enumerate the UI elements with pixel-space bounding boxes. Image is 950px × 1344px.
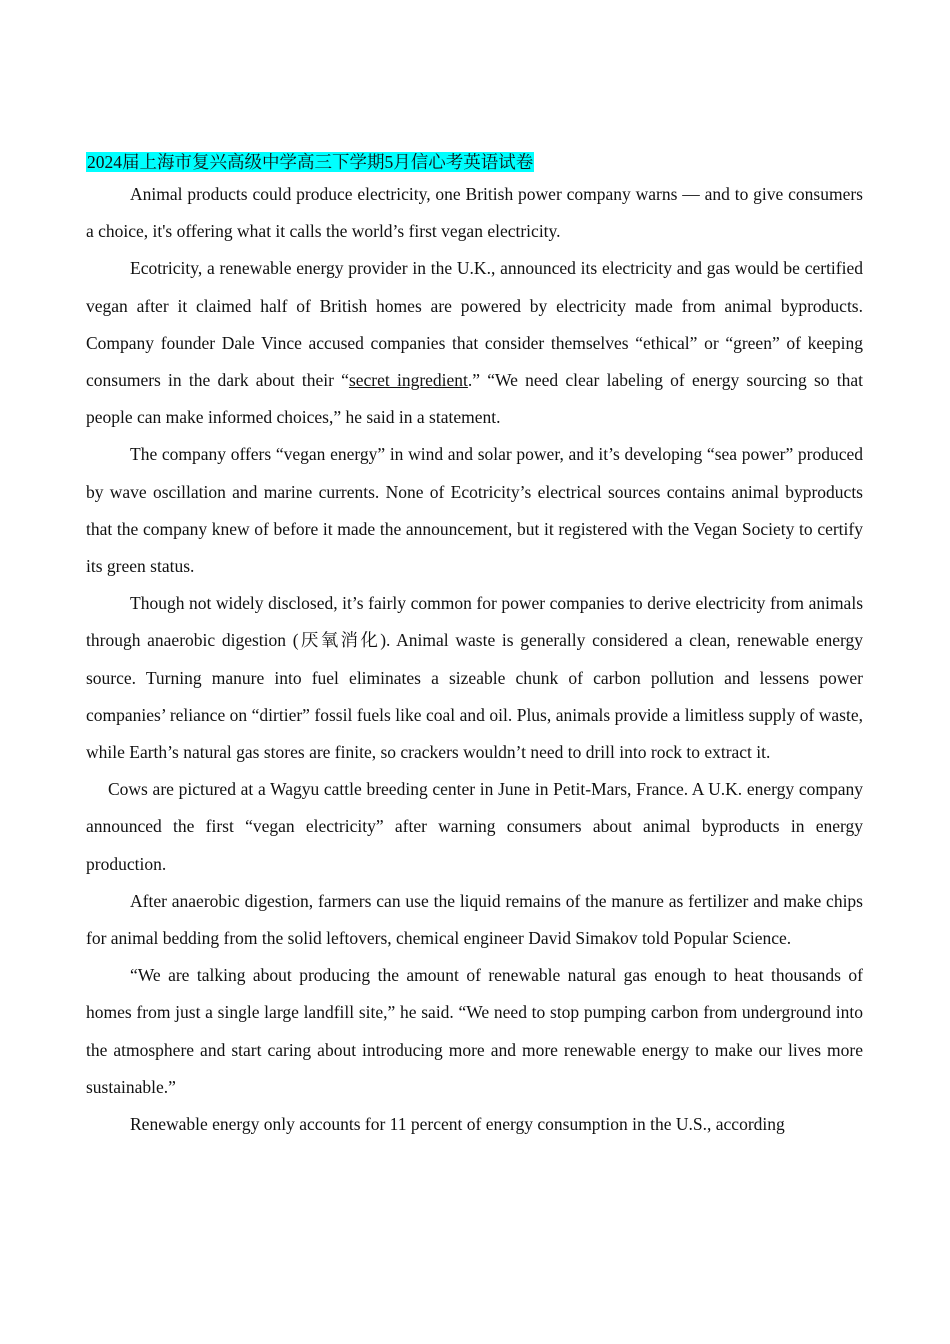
paragraph-5: After anaerobic digestion, farmers can use the liquid remains of the manure as fertilizer and make chips for animal bedding from the solid leftovers, chemical engineer David Simakov told Popular Science. xyxy=(86,890,863,949)
document-page xyxy=(86,148,863,1143)
paragraph-6: “We are talking about producing the amount of renewable natural gas enough to heat thousands of homes from just a single large landfill site,” he said. “We need to stop pumping carbon from underground into the atmosphere and start caring about introducing more and more renewable energy to make our lives more sustainable.” xyxy=(86,965,863,1097)
paragraph-2 xyxy=(86,250,863,436)
paragraph-1: Animal products could produce electricity, one British power company warns — and to give consumers a choice, it's offering what it calls the world’s first vegan electricity. xyxy=(86,184,863,242)
paragraph-2-text-before: Ecotricity, a renewable energy provider in the U.K., announced its electricity and gas would be certified vegan after it claimed half of British homes are powered by electricity made from animal byproducts. Company founder Dale Vince accused companies that consider themselves “ethical” or “green” of keeping consumers in the dark about their “ xyxy=(86,258,863,391)
paragraph-3: The company offers “vegan energy” in wind and solar power, and it’s developing “sea power” produced by wave oscillation and marine currents. None of Ecotricity’s electrical sources contains animal byproducts that the company knew of before it made the announcement, but it registered with the Vegan Society to certify its green status. xyxy=(86,444,863,577)
paragraph-2-text-after: .” “We need clear labeling of energy sourcing so that people can make informed choices,” he said in a statement. xyxy=(86,370,863,428)
paragraph-4: Though not widely disclosed, it’s fairly common for power companies to derive electricity from animals through anaerobic digestion (厌氧消化). Animal waste is generally considered a clean, renewable energy source. Turning manure into fuel eliminates a sizeable chunk of carbon pollution and lessens power companies’ reliance on “dirtier” fossil fuels like coal and oil. Plus, animals provide a limitless supply of waste, while Earth’s natural gas stores are finite, so crackers wouldn’t need to drill into rock to extract it. xyxy=(86,593,863,763)
exam-title: 2024届上海市复兴高级中学高三下学期5月信心考英语试卷 xyxy=(87,152,534,172)
paragraph-7: Renewable energy only accounts for 11 percent of energy consumption in the U.S., according xyxy=(130,1114,785,1135)
photo-caption: Cows are pictured at a Wagyu cattle breeding center in June in Petit-Mars, France. A U.K. energy company announced the first “vegan electricity” after warning consumers about animal byproducts in energy production. xyxy=(86,779,863,874)
title-line xyxy=(86,148,863,176)
underlined-phrase: secret ingredient xyxy=(348,370,468,391)
